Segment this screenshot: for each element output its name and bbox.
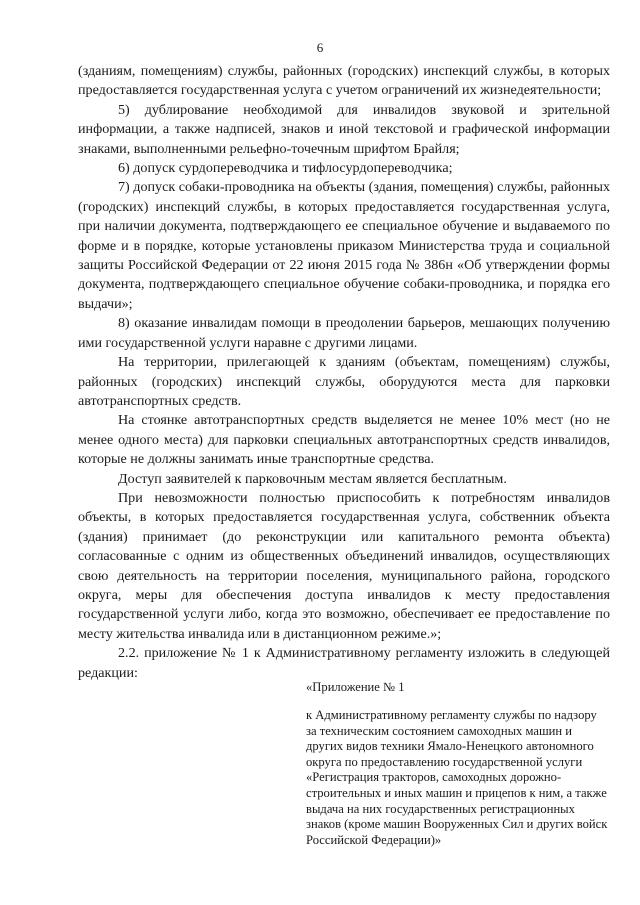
paragraph-accessibility-measures: При невозможности полностью приспособить к потребностям инвалидов объекты, в которых предоставляется государственная услуга, собственник объекта (здания) принимает (до реконструкции или капитального ремонта объекта) согласованные с одним из общественных объединений инвалидов, осуществляющих свою деятельность на территории поселения, муниципального района, городского округа, меры для обеспечения доступа инвалидов к месту предоставления государственной услуги либо, когда это возможно, обеспечивает ее предоставление по месту жительства инвалида или в дистанционном режиме.»;: [78, 489, 610, 642]
paragraph-parking-area: На территории, прилегающей к зданиям (объектам, помещениям) службы, районных (городских) инспекций службы, оборудуются места для парковки автотранспортных средств.: [78, 354, 610, 409]
paragraph-continuation: (зданиям, помещениям) службы, районных (городских) инспекций службы, в которых предоставляется государственная услуга с учетом ограничений их жизнедеятельности;: [78, 63, 610, 99]
paragraph-parking-free: Доступ заявителей к парковочным местам является бесплатным.: [118, 470, 507, 487]
paragraph-item-6: 6) допуск сурдопереводчика и тифлосурдопереводчика;: [118, 160, 453, 177]
body-text: [78, 62, 610, 683]
paragraph-amendment-2-2: 2.2. приложение № 1 к Административному регламенту изложить в следующей редакции:: [78, 645, 610, 681]
paragraph-parking-quota: На стоянке автотранспортных средств выделяется не менее 10% мест (но не менее одного места) для парковки специальных автотранспортных средств инвалидов, которые не должны занимать иные транспортные средства.: [78, 412, 610, 468]
appendix-reference: к Административному регламенту службы по надзору за техническим состоянием самоходных машин и других видов техники Ямало-Ненецкого автономного округа по предоставлению государственной услуги «Регистрация тракторов, самоходных дорожно-строительных и иных машин и прицепов к ним, а также выдача на них государственных регистрационных знаков (кроме машин Вооруженных Сил и других войск Российской Федерации)»: [306, 708, 608, 847]
page-number: 6: [316, 40, 324, 55]
paragraph-item-8: 8) оказание инвалидам помощи в преодолении барьеров, мешающих получению ими государственной услуги наравне с другими лицами.: [78, 315, 610, 351]
paragraph-item-5: 5) дублирование необходимой для инвалидов звуковой и зрительной информации, а также надписей, знаков и иной текстовой и графической информации знаками, выполненными рельефно-точечным шрифтом Брайля;: [78, 101, 610, 157]
paragraph-item-7: 7) допуск собаки-проводника на объекты (здания, помещения) службы, районных (городских) инспекций службы, в которых предоставляется государственная услуга, при наличии документа, подтверждающего ее специальное обучение и выдаваемого по форме и в порядке, которые установлены приказом Министерства труда и социальной защиты Российской Федерации от 22 июня 2015 года № 386н «Об утверждении формы документа, подтверждающего специальное обучение собаки-проводника, и порядка его выдачи»;: [78, 179, 610, 312]
appendix-title: «Приложение № 1: [306, 680, 405, 694]
